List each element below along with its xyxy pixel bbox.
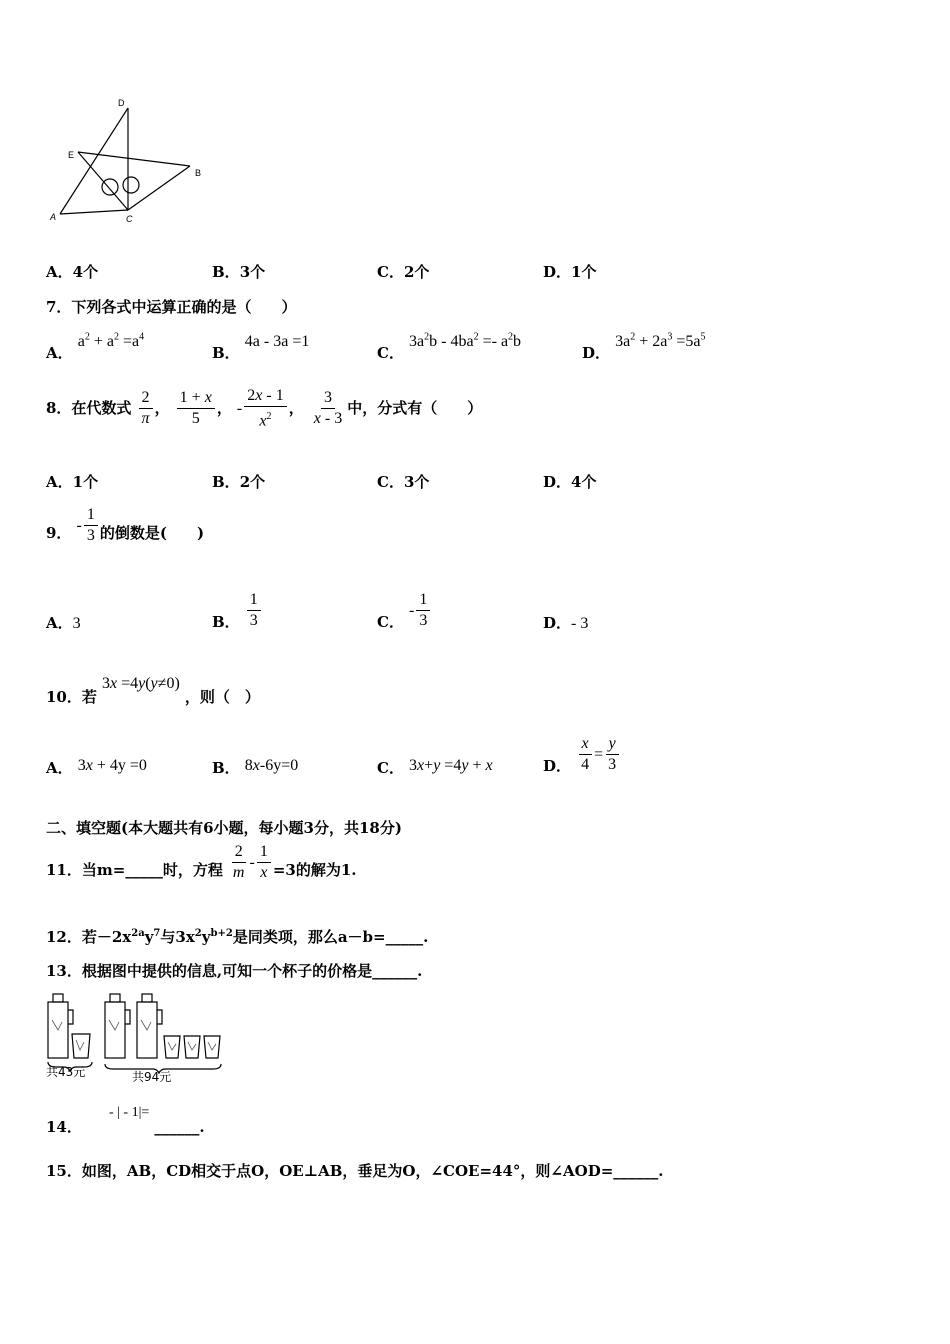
label-D: D (118, 98, 125, 108)
q6-option-a[interactable]: A．4个 (46, 263, 99, 281)
q7-option-d[interactable]: D． $3a^2 + 2a^3 =5a^5$ (582, 331, 706, 362)
label-E: E (68, 150, 75, 160)
triangle-figure (40, 92, 220, 232)
section-2-heading: 二、填空题(本大题共有6小题，每小题3分，共18分) (46, 819, 402, 837)
q7-option-b[interactable]: B． 4a - 3a =1 (212, 333, 310, 362)
q9-stem: 9． - $\frac{1}{3}$ 的倒数是( ) (46, 506, 205, 544)
q6-option-c[interactable]: C．2个 (377, 263, 430, 281)
q8-option-a[interactable]: A．1个 (46, 473, 99, 491)
q8-option-d[interactable]: D．4个 (543, 473, 597, 491)
q9-option-a[interactable]: A．3 (46, 614, 81, 632)
thermos-cups-figure (44, 990, 234, 1086)
q12-stem: 12．若$-2x^{2a}y^7$与$3x^2y^{b+2}$是同类项，那么a－b=_____. (46, 928, 429, 946)
label-A: A (50, 212, 57, 222)
label-B: B (195, 168, 202, 178)
q6-option-d[interactable]: D．1个 (543, 263, 597, 281)
q10-stem: 10．若 3x =4y(y≠0) ，则（ ） (46, 675, 260, 706)
q10-option-c[interactable]: C． 3x+y =4y + x (377, 757, 493, 777)
q8-option-c[interactable]: C．3个 (377, 473, 430, 491)
q13-stem: 13．根据图中提供的信息,可知一个杯子的价格是______. (46, 962, 423, 980)
q10-option-d[interactable]: D． $\frac{x}{4}$ = $\frac{y}{3}$ (543, 734, 621, 775)
q7-option-c[interactable]: C． $3a^2b - 4ba^2 =- a^2b$ (377, 331, 522, 362)
q11-stem: 11．当m=_____时，方程 $\frac{2}{m}$ - $\frac{1}{x}$ =3的解为1. (46, 843, 357, 881)
q8-stem: 8．在代数式 $\frac{2}{\pi}$ ， $\frac{1 + x}{5}$ ， - $\frac{2x - 1}{x^2}$ ， $\frac{3}{x - 3}$ 中，分式有（ ） (46, 387, 483, 430)
fig-label-94: 共94元 (132, 1070, 172, 1084)
q10-option-b[interactable]: B． 8x-6y=0 (212, 757, 299, 777)
q7-stem: 7．下列各式中运算正确的是（ ） (46, 298, 297, 316)
q9-option-c[interactable]: C． - $\frac{1}{3}$ (377, 590, 432, 631)
q8-option-b[interactable]: B．2个 (212, 473, 266, 491)
q9-option-b[interactable]: B． $\frac{1}{3}$ (212, 590, 263, 631)
q7-option-a[interactable]: A． $a^2 + a^2 =a^4$ (46, 331, 145, 362)
q15-stem: 15．如图，AB，CD相交于点O，OE⊥AB，垂足为O，∠COE=44°，则∠AOD=______. (46, 1162, 664, 1180)
label-C: C (126, 214, 133, 224)
fig-label-43: 共43元 (46, 1065, 86, 1079)
q6-option-b[interactable]: B．3个 (212, 263, 266, 281)
q10-option-a[interactable]: A． 3x + 4y =0 (46, 757, 147, 777)
q9-option-d[interactable]: D．- 3 (543, 614, 589, 632)
q14-stem: 14． - | - 1|= ______. (46, 1105, 205, 1136)
